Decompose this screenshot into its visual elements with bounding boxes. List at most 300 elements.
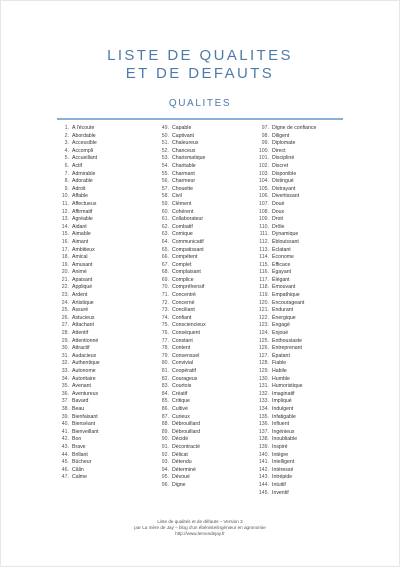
list-item [257,254,357,262]
list-item [157,322,257,330]
item-word: Droit [272,216,283,223]
item-number: 90. [161,436,169,443]
list-item [157,467,257,475]
item-word: Dévoué [172,474,190,481]
item-word: Authentique [72,360,100,367]
item-number: 8. [64,178,69,185]
item-number: 52. [161,147,169,154]
item-number: 57. [161,185,169,192]
item-word: Intrépide [272,474,293,481]
list-item [157,315,257,323]
item-number: 41. [61,428,69,435]
item-word: Diplomate [272,140,296,147]
item-number: 31. [61,352,69,359]
item-number: 141. [258,459,269,466]
item-number: 50. [161,132,169,139]
list-item [257,338,357,346]
item-word: Attentionné [72,337,99,344]
item-word: Bon [72,436,82,443]
item-word: Autoritaire [72,375,96,382]
item-number: 109. [258,216,269,223]
item-number: 53. [161,155,169,162]
item-word: Charmeur [172,178,196,185]
item-number: 15. [61,231,69,238]
item-word: Civil [172,193,182,200]
item-number: 142. [258,466,269,473]
item-word: Brillant [72,451,88,458]
item-word: Avenant [72,383,91,390]
item-word: Charitable [172,162,196,169]
item-word: Élégant [272,276,290,283]
item-word: Efficace [272,261,291,268]
item-word: Entreprenant [272,345,302,352]
item-number: 47. [61,474,69,481]
list-item [57,171,157,179]
list-item [257,171,357,179]
list-item [57,224,157,232]
list-item [157,353,257,361]
item-number: 10. [61,193,69,200]
item-number: 83. [161,383,169,390]
item-word: Astucieux [72,314,95,321]
list-item [157,452,257,460]
item-number: 122. [258,314,269,321]
list-item [157,368,257,376]
list-item [57,133,157,141]
item-word: Ingénieux [272,428,295,435]
item-number: 120. [258,299,269,306]
item-number: 34. [61,375,69,382]
item-word: Attentif [72,330,89,337]
title-line-2: ET DE DEFAUTS [125,65,275,82]
item-word: Économe [272,254,294,261]
item-number: 121. [258,307,269,314]
item-number: 129. [258,368,269,374]
item-word: Décidé [172,436,189,443]
item-number: 9. [64,185,69,192]
item-word: Humoristique [272,383,303,390]
list-item [57,284,157,292]
item-number: 54. [161,162,169,169]
list-item [257,436,357,444]
list-item [157,239,257,247]
item-word: Animé [72,269,87,276]
item-number: 22. [61,284,69,291]
item-word: Conséquent [172,330,200,337]
list-item [57,193,157,201]
item-number: 37. [61,398,69,405]
item-word: Fiable [272,360,287,367]
list-item [257,125,357,133]
item-word: Amusant [72,261,93,268]
list-item [157,421,257,429]
list-item [57,383,157,391]
item-number: 118. [259,284,269,291]
list-item [257,360,357,368]
item-word: Créatif [172,390,188,397]
item-number: 59. [161,200,169,207]
list-item [157,216,257,224]
item-number: 49. [161,125,169,131]
list-item [157,360,257,368]
item-number: 108. [258,208,269,215]
list-item [57,414,157,422]
footer-line-1: Liste de qualités et de défauts – Version 3 [157,519,243,524]
item-word: Appliqué [72,284,93,291]
item-word: Combatif [172,223,193,230]
list-item [57,247,157,255]
list-item [257,474,357,482]
item-number: 125. [258,337,269,344]
list-item [157,148,257,156]
list-item [57,201,157,209]
item-word: Complaisant [172,269,201,276]
list-item [157,262,257,270]
list-item [257,467,357,475]
item-number: 137. [258,428,269,435]
list-item [257,368,357,376]
item-word: Distrayant [272,185,296,192]
item-word: Indulgent [272,405,294,412]
list-item [257,414,357,422]
list-item [57,467,157,475]
item-number: 44. [61,451,69,458]
item-number: 70. [161,284,169,291]
list-item [157,383,257,391]
list-item [257,186,357,194]
item-word: Aimant [72,238,89,245]
item-number: 35. [61,383,69,390]
item-number: 112. [259,238,269,245]
item-number: 136. [258,421,269,428]
list-item [257,239,357,247]
item-number: 84. [161,390,169,397]
item-word: Intuitif [272,481,286,488]
item-number: 38. [61,405,69,412]
item-word: Actif [72,162,83,169]
item-number: 28. [61,330,69,337]
item-word: Brave [72,443,86,450]
item-word: Ambitieux [72,246,95,253]
item-word: Aimable [72,231,91,238]
item-word: Influent [272,421,290,428]
item-number: 25. [61,307,69,314]
item-number: 96. [161,481,169,488]
list-item [57,216,157,224]
item-word: Direct [272,147,286,154]
item-number: 102. [258,162,269,169]
item-word: Assuré [72,307,89,314]
item-word: Beau [72,405,85,412]
list-item [57,277,157,285]
item-word: Accessible [72,140,97,147]
item-number: 63. [161,231,169,238]
item-word: Détendu [172,459,192,466]
list-item [257,216,357,224]
qualities-list [57,125,357,497]
item-number: 26. [61,314,69,321]
item-word: Bienfaisant [72,413,98,420]
item-number: 97. [261,125,269,131]
list-item [57,398,157,406]
footer-line-3: http://www.lemondejay.fr [175,531,225,536]
item-number: 94. [161,466,169,473]
item-word: Chaleureux [172,140,199,147]
item-number: 107. [258,200,269,207]
item-word: Affectueux [72,200,97,207]
item-word: Coopératif [172,368,196,374]
item-number: 135. [258,413,269,420]
item-number: 139. [258,443,269,450]
list-item [257,376,357,384]
list-item [57,338,157,346]
item-word: Comique [172,231,193,238]
list-item [157,133,257,141]
item-word: Encourageant [272,299,305,306]
item-word: Émouvant [272,284,296,291]
list-item [157,163,257,171]
item-number: 27. [61,322,69,329]
list-item [257,421,357,429]
item-number: 66. [161,254,169,261]
list-item [57,315,157,323]
list-item [157,140,257,148]
item-number: 138. [258,436,269,443]
item-word: Apaisant [72,276,93,283]
item-number: 85. [161,398,169,405]
list-item [257,140,357,148]
item-number: 126. [258,345,269,352]
item-number: 95. [161,474,169,481]
list-item [57,459,157,467]
item-number: 5. [64,155,69,162]
list-item [257,345,357,353]
list-item [57,330,157,338]
item-number: 82. [161,375,169,382]
list-item [57,429,157,437]
list-item [157,459,257,467]
item-number: 30. [61,345,69,352]
list-item [57,406,157,414]
item-number: 6. [64,162,69,169]
list-item [257,406,357,414]
item-number: 110. [259,223,269,230]
item-word: Audacieux [72,352,97,359]
item-number: 131. [258,383,269,390]
item-word: Éclatant [272,246,291,253]
item-number: 80. [161,360,169,367]
item-number: 86. [161,405,169,412]
item-word: Critique [172,398,190,405]
item-number: 14. [61,223,69,230]
list-item [57,376,157,384]
item-number: 29. [61,337,69,344]
item-word: Courtois [172,383,192,390]
title-line-1: LISTE DE QUALITES [107,47,293,64]
item-word: Empathique [272,292,300,299]
list-item [157,292,257,300]
item-number: 116. [259,269,269,276]
item-number: 87. [161,413,169,420]
item-number: 88. [161,421,169,428]
list-item [57,186,157,194]
item-number: 72. [161,299,169,306]
list-item [257,133,357,141]
list-item [57,421,157,429]
list-column-2 [157,125,257,497]
section-divider [57,118,343,120]
list-item [257,231,357,239]
item-word: Convivial [172,360,194,367]
list-item [157,209,257,217]
item-word: Cultivé [172,405,188,412]
item-number: 144. [258,481,269,488]
item-number: 4. [64,147,69,154]
item-word: Épatant [272,352,290,359]
list-item [57,254,157,262]
list-item [157,193,257,201]
list-item [57,360,157,368]
item-word: Chanceux [172,147,196,154]
item-word: Consciencieux [172,322,206,329]
list-item [57,292,157,300]
list-item [257,383,357,391]
list-item [257,398,357,406]
list-item [257,178,357,186]
item-word: Curieux [172,413,190,420]
list-item [57,269,157,277]
item-word: Débrouillard [172,428,200,435]
item-number: 111. [259,231,269,238]
list-item [57,474,157,482]
item-word: Aidant [72,223,87,230]
list-item [157,376,257,384]
list-item [57,231,157,239]
item-number: 7. [64,170,69,177]
footer-line-2: par La mère de Jay – blog d'un ébéniste/ingénieur en agronomie [134,525,266,530]
item-number: 73. [161,307,169,314]
item-number: 133. [258,398,269,405]
item-word: Distingué [272,178,294,185]
list-item [57,140,157,148]
item-word: Attachant [72,322,94,329]
item-number: 33. [61,368,69,374]
item-number: 123. [258,322,269,329]
list-column-1 [57,125,157,497]
item-word: Délicat [172,451,188,458]
list-item [157,186,257,194]
item-word: Complet [172,261,192,268]
item-number: 115. [259,261,269,268]
item-number: 39. [61,413,69,420]
item-number: 101. [258,155,269,162]
list-item [157,201,257,209]
item-word: Concentré [172,292,196,299]
item-number: 77. [161,337,169,344]
item-word: Affirmatif [72,208,93,215]
list-item [57,368,157,376]
item-number: 100. [258,147,269,154]
list-item [257,307,357,315]
list-item [57,239,157,247]
list-item [157,231,257,239]
item-number: 119. [259,292,269,299]
list-item [257,459,357,467]
item-word: Agréable [72,216,93,223]
item-word: Compatissant [172,246,204,253]
item-word: Clément [172,200,192,207]
item-number: 105. [258,185,269,192]
list-item [157,398,257,406]
item-number: 67. [161,261,169,268]
item-number: 20. [61,269,69,276]
item-word: Adorable [72,178,93,185]
item-word: Éblouissant [272,238,299,245]
list-item [57,163,157,171]
list-item [157,307,257,315]
item-word: Inventif [272,489,289,496]
document-footer [1,519,399,537]
item-word: Humble [272,375,290,382]
item-word: Charmant [172,170,195,177]
item-number: 62. [161,223,169,230]
list-item [57,452,157,460]
item-number: 128. [258,360,269,367]
item-word: Égayant [272,269,292,276]
item-number: 40. [61,421,69,428]
item-word: Abordable [72,132,96,139]
item-word: Captivant [172,132,194,139]
item-word: Calme [72,474,87,481]
list-item [57,307,157,315]
item-number: 12. [61,208,69,215]
list-item [157,414,257,422]
item-word: Disponible [272,170,297,177]
item-number: 104. [258,178,269,185]
item-word: Endurant [272,307,294,314]
list-item [157,406,257,414]
list-item [57,178,157,186]
item-word: Dynamique [272,231,299,238]
list-item [157,300,257,308]
list-item [57,209,157,217]
item-word: Collaborateur [172,216,204,223]
list-item [157,338,257,346]
item-number: 16. [61,238,69,245]
list-item [157,269,257,277]
item-word: Intelligent [272,459,295,466]
item-number: 64. [161,238,169,245]
list-item [157,345,257,353]
list-item [157,444,257,452]
list-item [157,330,257,338]
item-word: Admirable [72,170,96,177]
item-word: Enjoué [272,330,289,337]
item-number: 56. [161,178,169,185]
list-item [157,224,257,232]
list-item [257,429,357,437]
item-word: Bienveillant [72,428,99,435]
list-item [257,330,357,338]
list-column-3 [257,125,357,497]
item-word: Conciliant [172,307,195,314]
list-item [257,148,357,156]
list-item [257,292,357,300]
item-word: Énergique [272,314,296,321]
item-number: 21. [61,276,69,283]
item-number: 23. [61,292,69,299]
item-word: Capable [172,125,192,131]
